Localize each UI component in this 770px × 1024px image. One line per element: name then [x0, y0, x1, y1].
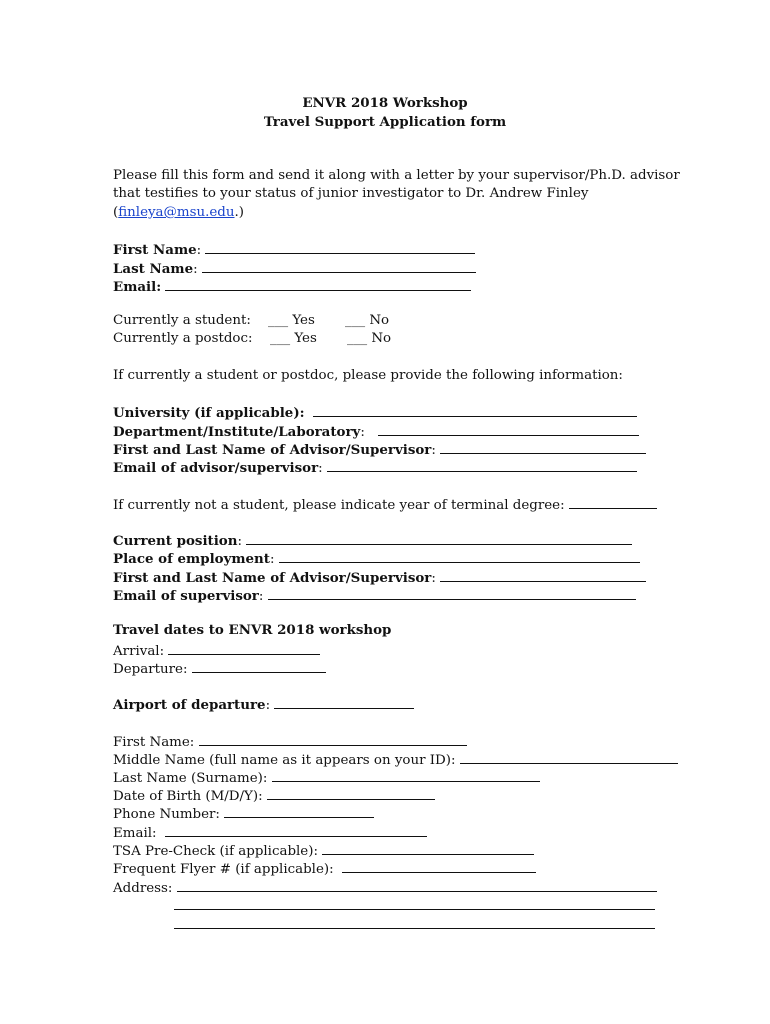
position-field[interactable] [246, 530, 632, 545]
middle-name-label: Middle Name (full name as it appears on your ID): [113, 753, 456, 768]
supervisor-email-row: Email of supervisor: [113, 585, 636, 603]
middle-name-row [113, 749, 678, 767]
student-prompt: If currently a student or postdoc, please provide the following information: [113, 368, 623, 383]
airport-label: Airport of departure [113, 697, 266, 713]
tsa-row [113, 840, 534, 858]
postdoc-no-option[interactable]: ___ No [347, 331, 392, 346]
advisor-email-field[interactable] [327, 457, 637, 472]
advisor-field[interactable] [440, 439, 646, 454]
postdoc-yes-option[interactable]: ___ Yes [270, 331, 317, 346]
address-field-line-2[interactable] [174, 909, 655, 910]
frequent-flyer-row [113, 858, 536, 876]
employment-advisor-row: First and Last Name of Advisor/Supervisor: [113, 567, 646, 585]
airport-field[interactable] [274, 694, 414, 709]
contact-email-link[interactable]: finleya@msu.edu [118, 205, 235, 220]
departure-row [113, 658, 326, 676]
employment-field[interactable] [279, 548, 640, 563]
email-label: Email: [113, 279, 162, 295]
intro-line-2: that testifies to your status of junior investigator to Dr. Andrew Finley [113, 186, 589, 201]
advisor-row: First and Last Name of Advisor/Supervisor: [113, 439, 646, 457]
university-field[interactable] [313, 402, 637, 417]
traveler-email-field[interactable] [165, 822, 427, 837]
advisor-email-row: Email of advisor/supervisor: [113, 457, 637, 475]
first-name-label: First Name [113, 242, 197, 258]
address-field-line-1[interactable] [177, 877, 657, 892]
terminal-degree-row [113, 494, 657, 512]
travel-heading: Travel dates to ENVR 2018 workshop [113, 622, 392, 638]
arrival-field[interactable] [168, 640, 320, 655]
address-row [113, 877, 657, 895]
position-label: Current position [113, 533, 238, 549]
student-no-option[interactable]: ___ No [345, 313, 390, 328]
arrival-label: Arrival: [113, 644, 165, 659]
employment-label: Place of employment [113, 551, 270, 567]
form-subtitle: Travel Support Application form [263, 114, 507, 130]
last-name-field[interactable] [202, 258, 476, 273]
student-yes-option[interactable]: ___ Yes [268, 313, 315, 328]
supervisor-email-label: Email of supervisor [113, 588, 259, 604]
airport-row: Airport of departure: [113, 694, 414, 712]
frequent-flyer-field[interactable] [342, 858, 536, 873]
postdoc-status-label: Currently a postdoc: [113, 331, 253, 346]
phone-field[interactable] [224, 803, 374, 818]
position-row: Current position: [113, 530, 632, 548]
dob-field[interactable] [267, 785, 435, 800]
student-status-label: Currently a student: [113, 313, 251, 328]
intro-line-3: (finleya@msu.edu.) [113, 205, 244, 220]
advisor-label: First and Last Name of Advisor/Supervisor [113, 442, 432, 458]
surname-row [113, 767, 540, 785]
traveler-email-row [113, 822, 427, 840]
address-label: Address: [113, 881, 173, 896]
department-field[interactable] [378, 421, 639, 436]
employment-advisor-label: First and Last Name of Advisor/Supervisor [113, 570, 432, 586]
dob-label: Date of Birth (M/D/Y): [113, 789, 263, 804]
tsa-field[interactable] [322, 840, 534, 855]
arrival-row [113, 640, 320, 658]
tsa-label: TSA Pre-Check (if applicable): [113, 844, 318, 859]
email-field[interactable] [165, 276, 471, 291]
university-row [113, 402, 637, 420]
surname-label: Last Name (Surname): [113, 771, 268, 786]
form-title: ENVR 2018 Workshop [302, 95, 468, 111]
supervisor-email-field[interactable] [268, 585, 636, 600]
first-name-field[interactable] [205, 239, 475, 254]
traveler-first-name-field[interactable] [199, 731, 467, 746]
terminal-degree-label: If currently not a student, please indicate year of terminal degree: [113, 498, 565, 513]
last-name-label: Last Name [113, 261, 194, 277]
dob-row [113, 785, 435, 803]
email-row [113, 276, 471, 294]
traveler-first-name-label: First Name: [113, 735, 195, 750]
department-row: Department/Institute/Laboratory: [113, 421, 639, 439]
employment-advisor-field[interactable] [440, 567, 646, 582]
phone-row [113, 803, 374, 821]
terminal-degree-field[interactable] [569, 494, 657, 509]
department-label: Department/Institute/Laboratory [113, 424, 361, 440]
traveler-email-label: Email: [113, 826, 157, 841]
employment-row: Place of employment: [113, 548, 640, 566]
first-name-row: First Name: [113, 239, 475, 257]
phone-label: Phone Number: [113, 807, 220, 822]
middle-name-field[interactable] [460, 749, 678, 764]
intro-line-1: Please fill this form and send it along with a letter by your supervisor/Ph.D. advisor [113, 168, 680, 183]
frequent-flyer-label: Frequent Flyer # (if applicable): [113, 862, 334, 877]
advisor-email-label: Email of advisor/supervisor [113, 460, 319, 476]
traveler-first-name-row [113, 731, 467, 749]
address-field-line-3[interactable] [174, 928, 655, 929]
surname-field[interactable] [272, 767, 540, 782]
university-label: University (if applicable): [113, 405, 305, 421]
departure-field[interactable] [192, 658, 326, 673]
departure-label: Departure: [113, 662, 188, 677]
last-name-row: Last Name: [113, 258, 476, 276]
